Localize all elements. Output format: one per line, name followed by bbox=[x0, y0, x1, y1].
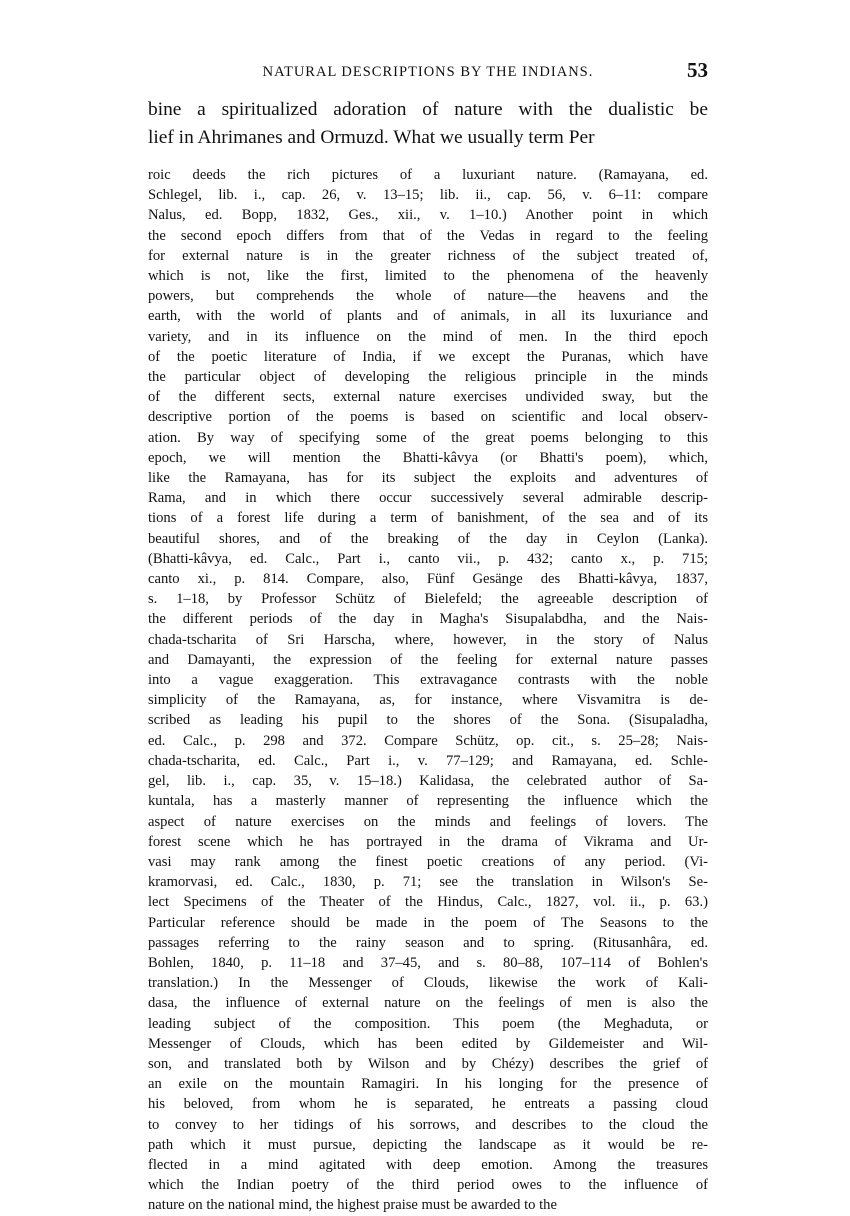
footnote-line: lect Specimens of the Theater of the Hindus, Calc., 1827, vol. ii., p. 63.) bbox=[148, 894, 708, 911]
footnote-line: powers, but comprehends the whole of nature—the heavens and the bbox=[148, 288, 708, 305]
footnote-line: beautiful shores, and of the breaking of the day in Ceylon (Lanka). bbox=[148, 530, 708, 547]
footnote-line: vasi may rank among the finest poetic creations of any period. (Vi- bbox=[148, 853, 708, 870]
footnote-line: nature on the national mind, the highest praise must be awarded to the bbox=[148, 1197, 557, 1214]
footnote-line: path which it must pursue, depicting the landscape as it would be re- bbox=[148, 1136, 708, 1153]
footnote-line: ed. Calc., p. 298 and 372. Compare Schütz, op. cit., s. 25–28; Nais- bbox=[148, 732, 708, 749]
footnote-line: tions of a forest life during a term of banishment, of the sea and of its bbox=[148, 510, 708, 527]
footnote-line: for external nature is in the greater richness of the subject treated of, bbox=[148, 247, 708, 264]
footnote-line: aspect of nature exercises on the minds and feelings of lovers. The bbox=[148, 813, 708, 830]
footnote-line: like the Ramayana, has for its subject the exploits and adventures of bbox=[148, 470, 708, 487]
footnote-line: his beloved, from whom he is separated, he entreats a passing cloud bbox=[148, 1096, 708, 1113]
footnote-line: forest scene which he has portrayed in the drama of Vikrama and Ur- bbox=[148, 833, 708, 850]
footnote-line: Bohlen, 1840, p. 11–18 and 37–45, and s. 80–88, 107–114 of Bohlen's bbox=[148, 954, 708, 971]
footnote-line: which is not, like the first, limited to the phenomena of the heavenly bbox=[148, 268, 708, 285]
page-number: 53 bbox=[687, 58, 708, 82]
footnote-block bbox=[148, 165, 708, 1216]
footnote-line: roic deeds the rich pictures of a luxuriant nature. (Ramayana, ed. bbox=[148, 167, 708, 183]
footnote-line: into a vague exaggeration. This extravagance contrasts with the noble bbox=[148, 672, 708, 689]
footnote-line: variety, and in its influence on the mind of men. In the third epoch bbox=[148, 328, 708, 345]
footnote-line: Nalus, ed. Bopp, 1832, Ges., xii., v. 1–10.) Another point in which bbox=[148, 207, 708, 224]
footnote-line: Rama, and in which there occur successively several admirable descrip- bbox=[148, 490, 708, 507]
footnote-line: Schlegel, lib. i., cap. 26, v. 13–15; lib. ii., cap. 56, v. 6–11: compare bbox=[148, 187, 708, 204]
footnote-line: s. 1–18, by Professor Schütz of Bielefeld; the agreeable description of bbox=[148, 591, 708, 608]
footnote-line: dasa, the influence of external nature on the feelings of men is also the bbox=[148, 995, 708, 1012]
footnote-line: gel, lib. i., cap. 35, v. 15–18.) Kalidasa, the celebrated author of Sa- bbox=[148, 773, 708, 790]
running-title: NATURAL DESCRIPTIONS BY THE INDIANS. bbox=[262, 64, 594, 80]
footnote-line: Messenger of Clouds, which has been edited by Gildemeister and Wil- bbox=[148, 1035, 708, 1052]
footnote-line: epoch, we will mention the Bhatti-kâvya (or Bhatti's poem), which, bbox=[148, 449, 708, 466]
footnote-line: the different periods of the day in Magha's Sisupalabdha, and the Nais- bbox=[148, 611, 708, 628]
footnote-line: the second epoch differs from that of the Vedas in regard to the feeling bbox=[148, 227, 708, 244]
footnote-line: the particular object of developing the religious principle in the minds bbox=[148, 369, 708, 386]
footnote-line: flected in a mind agitated with deep emotion. Among the treasures bbox=[148, 1156, 708, 1173]
footnote-line: simplicity of the Ramayana, as, for instance, where Visvamitra is de- bbox=[148, 692, 708, 709]
footnote-line: chada-tscharita, ed. Calc., Part i., v. 77–129; and Ramayana, ed. Schle- bbox=[148, 752, 708, 769]
footnote-line: kuntala, has a masterly manner of representing the influence which the bbox=[148, 793, 708, 810]
footnote-line: ation. By way of specifying some of the great poems belonging to this bbox=[148, 429, 708, 446]
main-text-line: lief in Ahrimanes and Ormuzd. What we usually term Per bbox=[148, 127, 595, 148]
footnote-line: kramorvasi, ed. Calc., 1830, p. 71; see the translation in Wilson's Se- bbox=[148, 874, 708, 891]
footnote-line: passages referring to the rainy season and to spring. (Ritusanhâra, ed. bbox=[148, 934, 708, 951]
footnote-line: an exile on the mountain Ramagiri. In his longing for the presence of bbox=[148, 1076, 708, 1093]
footnote-line: of the poetic literature of India, if we except the Puranas, which have bbox=[148, 348, 708, 365]
main-text-block bbox=[148, 96, 708, 152]
footnote-line: son, and translated both by Wilson and by Chézy) describes the grief of bbox=[148, 1055, 708, 1072]
footnote-line: earth, with the world of plants and of animals, in all its luxuriance and bbox=[148, 308, 708, 325]
footnote-line: canto xi., p. 814. Compare, also, Fünf Gesänge des Bhatti-kâvya, 1837, bbox=[148, 571, 708, 588]
main-text-line: bine a spiritualized adoration of nature with the dualistic be bbox=[148, 99, 708, 120]
footnote-line: scribed as leading his pupil to the shores of the Sona. (Sisupaladha, bbox=[148, 712, 708, 729]
footnote-line: and Damayanti, the expression of the feeling for external nature passes bbox=[148, 651, 708, 668]
footnote-line: chada-tscharita of Sri Harscha, where, however, in the story of Nalus bbox=[148, 631, 708, 648]
footnote-line: of the different sects, external nature exercises undivided sway, but the bbox=[148, 389, 708, 406]
footnote-line: which the Indian poetry of the third period owes to the influence of bbox=[148, 1177, 708, 1194]
footnote-line: to convey to her tidings of his sorrows, and describes to the cloud the bbox=[148, 1116, 708, 1133]
footnote-line: leading subject of the composition. This poem (the Meghaduta, or bbox=[148, 1015, 708, 1032]
footnote-line: Particular reference should be made in the poem of The Seasons to the bbox=[148, 914, 708, 931]
footnote-line: translation.) In the Messenger of Clouds, likewise the work of Kali- bbox=[148, 975, 708, 992]
book-page bbox=[148, 58, 708, 1216]
running-header bbox=[148, 58, 708, 84]
footnote-line: descriptive portion of the poems is based on scientific and local observ- bbox=[148, 409, 708, 426]
footnote-line: (Bhatti-kâvya, ed. Calc., Part i., canto vii., p. 432; canto x., p. 715; bbox=[148, 550, 708, 567]
